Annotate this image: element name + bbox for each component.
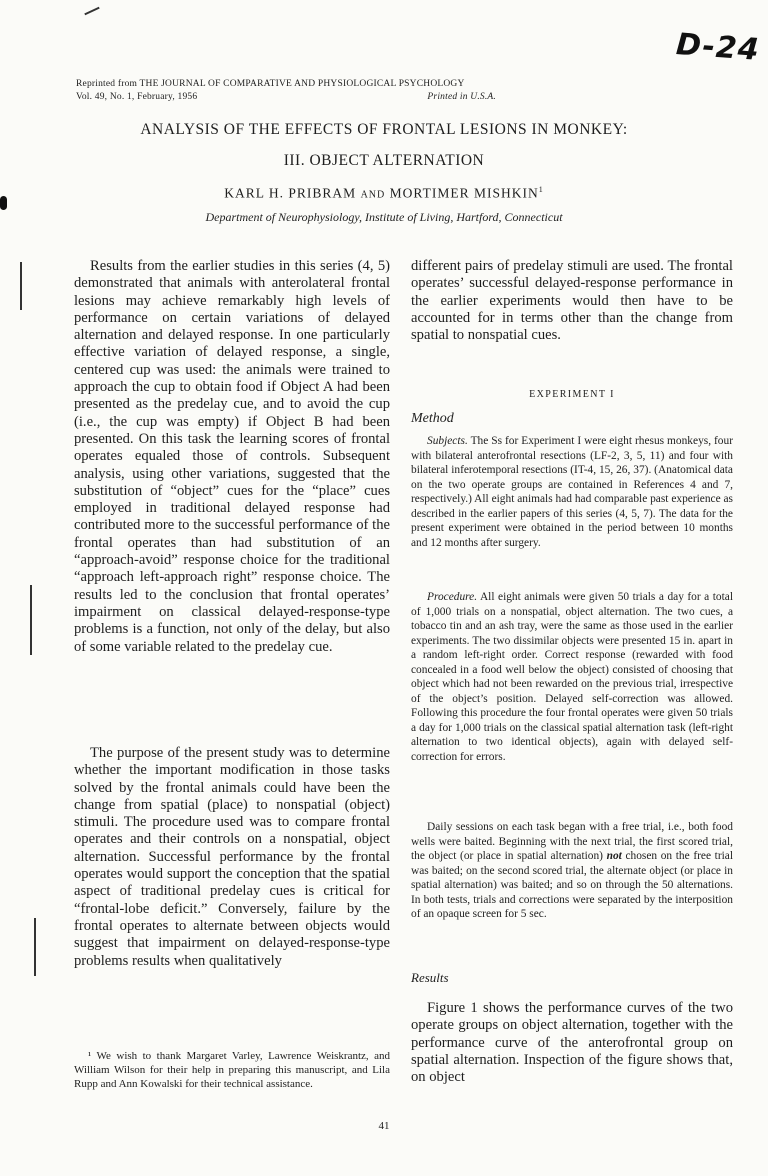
reprint-source: Reprinted from THE JOURNAL OF COMPARATIVE AND PHYSIOLOGICAL PSYCHOLOGY [76,79,465,89]
subjects-lead: Subjects. [427,435,468,447]
procedure-text: All eight animals were given 50 trials a day for a total of 1,000 trials on a nonspatial, object alternation. The two cues, a tobacco tin and an ash tray, were the same as those used in the earlier experiments. The two dissimilar objects were presented 15 in. apart in a random left-right order. Correct response (rewarded with food concealed in a food well below the object) consisted of choosing that object which had not been rewarded on the previous trial, irrespective of the object’s position. Delayed self-correction was allowed. Following this procedure the four frontal operates were given 50 trials a day for 1,000 trials on the classical spatial alternation task (left-right alternation to two identical objects), again with delayed self-correction for errors. [411,591,733,763]
subjects-text: The Ss for Experiment I were eight rhesus monkeys, four with bilateral anterofrontal resections (LF-2, 3, 5, 11) and four with bilateral inferotemporal resections (IT-4, 15, 26, 37). (Anatomical data on the two operate groups are contained in References 4 and 7, respectively.) All eight animals had had comparable past experience as described in the earlier papers of this series (4, 5, 7). The data for the present experiment were obtained in the period between 10 months and 12 months after surgery. [411,435,733,549]
margin-mark-2 [30,585,32,655]
reprint-header [76,78,496,104]
daily-emphasis: not [606,850,622,862]
procedure-lead: Procedure. [427,591,478,603]
paper-title: ANALYSIS OF THE EFFECTS OF FRONTAL LESIONS IN MONKEY: [140,121,628,138]
scan-mark-top [84,7,99,16]
margin-mark-3 [34,918,36,976]
experiment-heading: EXPERIMENT I [529,389,615,400]
paper-subtitle: III. OBJECT ALTERNATION [283,152,485,169]
author-1: KARL H. PRIBRAM [224,185,357,201]
procedure-paragraph [411,590,733,764]
method-heading: Method [411,411,454,426]
daily-sessions-paragraph [411,820,733,922]
author-line [0,185,768,202]
reprint-printed: Printed in U.S.A. [427,92,496,102]
author-conjunction: AND [360,189,386,201]
author-2: MORTIMER MISHKIN [389,185,539,201]
reprint-details [76,91,496,104]
results-paragraph: Figure 1 shows the performance curves of the two operate groups on object alternation, together with the performance curve of the anterofrontal group on spatial alternation. Inspection of the figure shows that, on object [411,1000,733,1086]
results-heading: Results [411,970,449,985]
reprint-volume: Vol. 49, No. 1, February, 1956 [76,92,198,102]
daily-text-a: Daily sessions on each task began with a free trial, i.e., both food wells were baited. Beginning with the next trial, the first scored trial, the object (or place in spatial alternation) [411,821,733,862]
page-number: 41 [378,1120,390,1132]
footnote-marker: 1 [538,185,544,194]
subjects-paragraph [411,434,733,550]
intro-paragraph-2: The purpose of the present study was to determine whether the important modification in those tasks solved by the frontal animals could have been the change from spatial (place) to nonspatial (object) stimuli. The procedure used was to compare frontal operates and their controls on a nonspatial, object alternation. Successful performance by the frontal operates would support the conception that the spatial aspect of traditional predelay cues is critical for “frontal-lobe deficit.” Conversely, failure by the frontal operates to alternate between objects would suggest that impairment on delayed-response-type problems results when qualitatively [74,745,390,969]
handwritten-note: D-24 [674,27,761,68]
intro-paragraph-1: Results from the earlier studies in this series (4, 5) demonstrated that animals with anterolateral frontal lesions may achieve remarkably high levels of performance on certain variations of delayed alternation and delayed response. In one particularly effective variation of delayed response, a single, centered cup was used: the animals were trained to approach the cup to obtain food if Object A had been presented as the predelay cue, and to avoid the cup (i.e., the cup was empty) if Object B had been presented. On this task the learning scores of frontal operates equaled those of controls. Subsequent analysis, using other variations, suggested that the substitution of “object” cues for the “place” cues employed in traditional delayed response had contributed more to the successful performance of the frontal operates than had substitution of an “approach-avoid” response choice for the traditional “approach left-approach right” response choice. The results led to the conclusion that frontal operates’ impairment on classical delayed-response-type problems is a function, not only of the delay, but also of some variable related to the predelay cue. [74,258,390,655]
margin-mark-1 [20,262,22,310]
affiliation: Department of Neurophysiology, Institute of Living, Hartford, Connecticut [205,210,563,224]
intro-continuation: different pairs of predelay stimuli are used. The frontal operates’ successful delayed-response performance in the earlier experiments would then have to be accounted for in terms other than the change from spatial to nonspatial cues. [411,258,733,344]
acknowledgment-footnote: ¹ We wish to thank Margaret Varley, Lawrence Weiskrantz, and William Wilson for their help in preparing this manuscript, and Lila Rupp and Ann Kowalski for their technical assistance. [74,1050,390,1090]
daily-text-b: chosen on the free trial was baited; on the second scored trial, the alternate object (or place in spatial alternation) was baited; and so on through the 50 alternations. In both tests, trials and corrections were separated by the interposition of an opaque screen for 5 sec. [411,850,733,920]
